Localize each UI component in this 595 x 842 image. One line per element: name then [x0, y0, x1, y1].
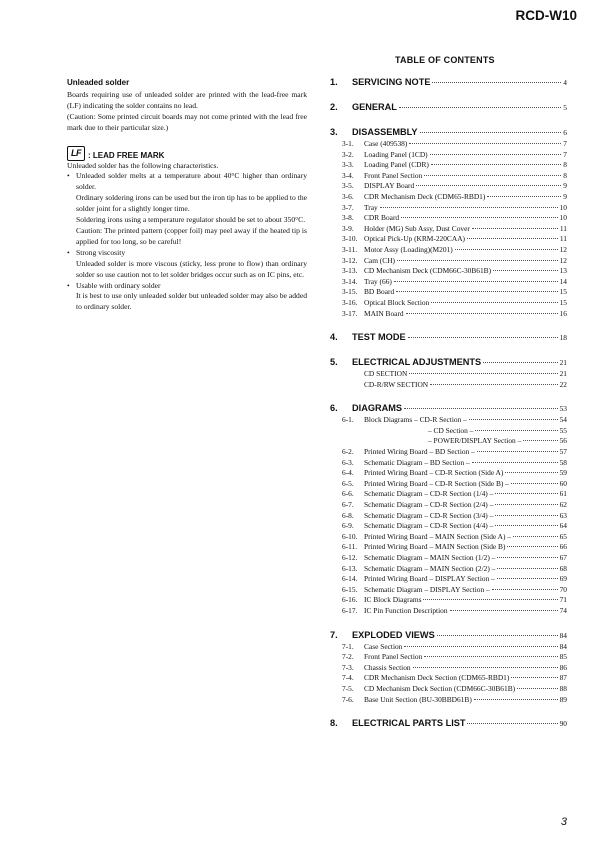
dot-leader	[404, 646, 557, 647]
toc-item-label: – CD Section –	[428, 425, 474, 435]
toc-item-label: Front Panel Section	[364, 170, 423, 180]
dot-leader	[495, 515, 557, 516]
toc-page-number: 12	[559, 255, 567, 265]
toc-item[interactable]	[330, 436, 567, 447]
dot-leader	[523, 440, 557, 441]
toc-item-label: CDR Mechanism Deck (CDM65-RBD1)	[364, 191, 486, 201]
toc-item-number: 6-7.	[342, 500, 354, 510]
dot-leader	[430, 384, 557, 385]
toc-page-number: 15	[559, 297, 567, 307]
toc-item-number: 3-8.	[342, 213, 354, 223]
dot-leader	[430, 154, 562, 155]
toc-page-number: 8	[563, 170, 567, 180]
toc-item-number: 7-2.	[342, 652, 354, 662]
dot-leader	[399, 107, 561, 108]
toc-item-label: Case (409538)	[364, 139, 408, 148]
toc-item[interactable]	[330, 574, 567, 585]
toc-item-label: Schematic Diagram – MAIN Section (2/2) –	[364, 563, 496, 573]
toc-item-label: Front Panel Section	[364, 652, 423, 662]
toc-page-number: 65	[559, 531, 567, 541]
toc-item-label: IC Block Diagrams	[364, 595, 422, 605]
toc-item-label: Printed Wiring Board – BD Section –	[364, 447, 475, 457]
toc-item-label: Schematic Diagram – MAIN Section (1/2) –	[364, 553, 496, 562]
toc-page-number: 66	[559, 542, 567, 552]
dot-leader	[450, 610, 558, 611]
toc-item-label: Printed Wiring Board – MAIN Section (Side A) –	[364, 531, 511, 541]
toc-item[interactable]	[330, 652, 567, 663]
toc-item-label: Loading Panel (CDR)	[364, 160, 429, 170]
toc-item-number: 3-9.	[342, 223, 354, 233]
toc-item[interactable]	[330, 415, 567, 426]
toc-item-number: 6-17.	[342, 605, 358, 615]
toc-item-number: 6-4.	[342, 468, 354, 478]
dot-leader	[472, 462, 558, 463]
toc-item-label: Block Diagrams – CD-R Section –	[364, 415, 467, 425]
toc-section-row[interactable]	[330, 101, 567, 114]
toc-item-number: 3-12.	[342, 255, 358, 265]
dot-leader	[467, 238, 558, 239]
bullet-detail: Unleaded solder is more viscous (sticky, less prone to flow) than ordinary solder so use caution not to let solder bridges occur such as on IC pins, etc.	[76, 258, 307, 279]
toc-section-title: ELECTRICAL ADJUSTMENTS	[352, 357, 482, 368]
toc-item[interactable]	[330, 277, 567, 288]
toc-page-number: 57	[559, 447, 567, 457]
toc-section-general	[330, 101, 567, 114]
toc-page-number: 89	[559, 694, 567, 704]
dot-leader	[404, 408, 558, 409]
dot-leader	[432, 82, 561, 83]
dot-leader	[431, 164, 561, 165]
toc-item-number: 6-9.	[342, 521, 354, 531]
toc-item[interactable]	[330, 521, 567, 532]
toc-item[interactable]	[330, 181, 567, 192]
toc-page-number: 15	[559, 287, 567, 297]
toc-section-title: ELECTRICAL PARTS LIST	[352, 718, 466, 729]
list-item	[67, 171, 307, 193]
toc-item-number: 3-17.	[342, 308, 358, 318]
toc-page-number: 70	[559, 584, 567, 594]
toc-section-number: 8.	[330, 718, 338, 729]
bullet-marker: •	[67, 247, 70, 257]
lead-free-intro: Unleaded solder has the following characteristics.	[67, 160, 219, 170]
toc-item-label: Holder (MG) Sub Assy, Dust Cover	[364, 223, 470, 233]
toc-item-label: CDR Board	[364, 213, 400, 223]
toc-item-label: Chassis Section	[364, 662, 411, 672]
toc-item-label: Schematic Diagram – BD Section –	[364, 457, 470, 467]
toc-page-number: 11	[559, 223, 567, 233]
dot-leader	[495, 504, 557, 505]
dot-leader	[511, 483, 558, 484]
toc-item-number: 3-14.	[342, 276, 358, 286]
bullet-text: Usable with ordinary solder	[76, 280, 161, 290]
bullet-detail: Soldering irons using a temperature regulator should be set to about 350°C.	[76, 215, 306, 225]
toc-item[interactable]	[330, 479, 567, 490]
toc-item[interactable]	[330, 447, 567, 458]
toc-section-row[interactable]	[330, 76, 567, 89]
toc-item-label: CDR Mechanism Deck Section (CDM65-RBD1)	[364, 673, 510, 683]
toc-item-label: Tray (66)	[364, 276, 392, 286]
toc-subsection-list	[330, 139, 567, 319]
toc-item-label: IC Pin Function Description	[364, 605, 448, 615]
dot-leader	[401, 217, 558, 218]
toc-page-number: 62	[559, 500, 567, 510]
toc-page-number: 21	[559, 358, 567, 368]
toc-page-number: 71	[559, 595, 567, 605]
dot-leader	[397, 260, 558, 261]
toc-item[interactable]	[330, 256, 567, 267]
toc-section-title: SERVICING NOTE	[352, 77, 431, 87]
toc-item-number: 6-1.	[342, 415, 354, 425]
toc-item-label: BD Board	[364, 287, 395, 297]
toc-page-number: 64	[559, 521, 567, 531]
toc-section-electrical-adjustments	[330, 356, 567, 390]
dot-leader	[483, 362, 557, 363]
toc-item[interactable]	[330, 224, 567, 235]
toc-item-label: CD-R/RW SECTION	[364, 379, 429, 389]
dot-leader	[474, 699, 558, 700]
toc-section-row[interactable]	[330, 331, 567, 344]
toc-page-number: 6	[563, 128, 567, 137]
toc-page-number: 87	[559, 673, 567, 683]
toc-section-number: 6.	[330, 403, 338, 414]
bullet-marker: •	[67, 171, 70, 181]
toc-item-label: MAIN Board	[364, 308, 404, 318]
toc-section-number: 7.	[330, 629, 338, 640]
toc-item-number: 6-11.	[342, 542, 358, 552]
toc-page-number: 60	[559, 478, 567, 488]
toc-page-number: 21	[559, 369, 567, 379]
toc-item-number: 6-8.	[342, 510, 354, 520]
dot-leader	[505, 472, 557, 473]
toc-item-label: Cam (CH)	[364, 255, 395, 265]
toc-section-title: EXPLODED VIEWS	[352, 629, 435, 640]
toc-item-label: Schematic Diagram – CD-R Section (2/4) –	[364, 500, 494, 510]
dot-leader	[424, 175, 561, 176]
toc-page-number: 13	[559, 266, 567, 276]
toc-page-number: 9	[563, 191, 567, 201]
toc-item-label: Schematic Diagram – CD-R Section (1/4) –	[364, 489, 494, 499]
toc-section-row[interactable]	[330, 356, 567, 369]
toc-item[interactable]	[330, 532, 567, 543]
dot-leader	[431, 302, 557, 303]
toc-item[interactable]	[330, 553, 567, 564]
dot-leader	[507, 546, 557, 547]
dot-leader	[416, 185, 561, 186]
dot-leader	[475, 430, 557, 431]
bullet-text: Strong viscosity	[76, 247, 126, 257]
unleaded-solder-paragraph: Boards requiring use of unleaded solder are printed with the lead-free mark (LF) indicating the solder contains no lead.	[67, 89, 307, 110]
toc-item[interactable]	[330, 585, 567, 596]
toc-item[interactable]	[330, 511, 567, 522]
toc-page-number: 56	[559, 436, 567, 446]
toc-item[interactable]	[330, 245, 567, 256]
toc-item-label: Schematic Diagram – CD-R Section (3/4) –	[364, 510, 494, 520]
toc-section-title: DIAGRAMS	[352, 403, 403, 414]
toc-item-number: 7-4.	[342, 673, 354, 683]
toc-page-number: 69	[559, 574, 567, 584]
toc-item-label: Printed Wiring Board – CD-R Section (Side A)	[364, 468, 504, 478]
toc-page-number: 10	[559, 213, 567, 223]
toc-item-number: 6-16.	[342, 595, 358, 605]
toc-section-test-mode	[330, 331, 567, 344]
toc-page-number: 14	[559, 276, 567, 286]
list-item	[67, 281, 307, 292]
toc-item-number: 3-15.	[342, 287, 358, 297]
toc-item[interactable]	[330, 203, 567, 214]
toc-item[interactable]	[330, 489, 567, 500]
toc-item[interactable]	[330, 139, 567, 150]
toc-item-number: 3-7.	[342, 202, 354, 212]
toc-item-number: 3-6.	[342, 191, 354, 201]
toc-page-number: 7	[563, 149, 567, 159]
dot-leader	[495, 525, 557, 526]
document-model-header: RCD-W10	[515, 8, 577, 23]
dot-leader	[493, 270, 558, 271]
dot-leader	[495, 493, 557, 494]
dot-leader	[413, 667, 558, 668]
toc-page-number: 61	[559, 489, 567, 499]
toc-page-number: 7	[563, 139, 567, 148]
toc-page-number: 16	[559, 308, 567, 318]
toc-page-number: 11	[559, 234, 567, 244]
toc-section-number: 5.	[330, 357, 338, 368]
toc-page-number: 9	[563, 181, 567, 191]
table-of-contents	[330, 76, 567, 742]
toc-item[interactable]	[330, 663, 567, 674]
bullet-detail: Caution: The printed pattern (copper foil) may peel away if the heated tip is applied for too long, so be careful!	[76, 225, 307, 246]
toc-continuation-list	[330, 426, 567, 447]
toc-item[interactable]	[330, 500, 567, 511]
toc-item-label: Optical Pick-Up (KRM-220CAA)	[364, 234, 465, 244]
toc-item-label: DISPLAY Board	[364, 181, 415, 191]
toc-item-label: CD SECTION	[364, 369, 408, 379]
toc-page-number: 8	[563, 160, 567, 170]
toc-subsection-list	[330, 447, 567, 617]
toc-item-number: 6-14.	[342, 574, 358, 584]
toc-item[interactable]	[330, 458, 567, 469]
dot-leader	[437, 635, 558, 636]
lead-free-mark-icon: LF	[67, 146, 85, 161]
dot-leader	[511, 677, 557, 678]
toc-item-number: 3-5.	[342, 181, 354, 191]
toc-item-number: 7-1.	[342, 641, 354, 651]
toc-item[interactable]	[330, 642, 567, 653]
dot-leader	[513, 536, 558, 537]
toc-page-number: 22	[559, 379, 567, 389]
toc-item-label: – POWER/DISPLAY Section –	[428, 436, 522, 446]
lead-free-notes	[67, 78, 307, 313]
toc-page-number: 18	[559, 333, 567, 343]
toc-item-label: Optical Block Section	[364, 297, 430, 307]
page-number: 3	[560, 816, 567, 828]
toc-item[interactable]	[330, 309, 567, 320]
toc-item-number: 6-10.	[342, 531, 358, 541]
dot-leader	[497, 578, 558, 579]
toc-item[interactable]	[330, 192, 567, 203]
toc-item[interactable]	[330, 213, 567, 224]
bullet-detail: It is best to use only unleaded solder but unleaded solder may also be added to ordinary solder.	[76, 291, 307, 312]
toc-item[interactable]	[330, 695, 567, 706]
toc-item[interactable]	[330, 287, 567, 298]
toc-item-label: CD Mechanism Deck Section (CDM66C-30B61B)	[364, 683, 516, 693]
toc-page-number: 86	[559, 662, 567, 672]
toc-item-number: 3-11.	[342, 244, 358, 254]
bullet-text: Unleaded solder melts at a temperature about 40°C higher than ordinary solder.	[76, 171, 307, 192]
toc-item-number: 6-5.	[342, 478, 354, 488]
toc-section-row[interactable]	[330, 717, 567, 730]
toc-page-number: 68	[559, 563, 567, 573]
toc-item[interactable]	[330, 684, 567, 695]
dot-leader	[409, 373, 557, 374]
toc-item-label: Case Section	[364, 641, 403, 651]
toc-subsection-list	[330, 369, 567, 390]
dot-leader	[424, 656, 557, 657]
toc-item-number: 3-2.	[342, 149, 354, 159]
toc-item-label: Base Unit Section (BU-30BBD61B)	[364, 694, 472, 704]
toc-page-number: 58	[559, 457, 567, 467]
toc-item-number: 3-1.	[342, 139, 354, 148]
dot-leader	[517, 688, 558, 689]
toc-item-number: 3-10.	[342, 234, 358, 244]
toc-page-number: 59	[559, 468, 567, 478]
toc-item-label: Printed Wiring Board – DISPLAY Section –	[364, 574, 495, 584]
toc-page-number: 10	[559, 202, 567, 212]
toc-item-number: 3-16.	[342, 297, 358, 307]
dot-leader	[492, 589, 558, 590]
toc-page-number: 63	[559, 510, 567, 520]
toc-item[interactable]	[330, 369, 567, 380]
toc-item[interactable]	[330, 542, 567, 553]
toc-item-label: CD Mechanism Deck (CDM66C-30B61B)	[364, 266, 492, 276]
toc-section-number: 4.	[330, 332, 338, 343]
toc-section-number: 3.	[330, 127, 338, 137]
toc-page-number: 12	[559, 244, 567, 254]
toc-item-number: 7-3.	[342, 662, 354, 672]
lead-free-mark-row	[67, 146, 307, 161]
dot-leader	[469, 419, 558, 420]
dot-leader	[409, 143, 561, 144]
toc-item[interactable]	[330, 380, 567, 391]
toc-section-servicing-note	[330, 76, 567, 89]
toc-item[interactable]	[330, 234, 567, 245]
toc-item-label: Printed Wiring Board – MAIN Section (Side B)	[364, 542, 506, 552]
toc-section-number: 1.	[330, 77, 338, 87]
toc-page-number: 85	[559, 652, 567, 662]
toc-page-number: 4	[563, 78, 567, 87]
toc-item[interactable]	[330, 468, 567, 479]
toc-item-label: Motor Assy (Loading)(M201)	[364, 244, 453, 254]
dot-leader	[420, 132, 562, 133]
toc-page-number: 84	[559, 641, 567, 651]
toc-section-row[interactable]	[330, 629, 567, 642]
toc-item[interactable]	[330, 426, 567, 437]
toc-page-number: 55	[559, 425, 567, 435]
toc-item[interactable]	[330, 298, 567, 309]
toc-item-label: Printed Wiring Board – CD-R Section (Side B) –	[364, 478, 509, 488]
toc-page-number: 84	[559, 630, 567, 640]
bullet-marker: •	[67, 280, 70, 290]
toc-item-number: 6-12.	[342, 553, 358, 562]
toc-section-diagrams	[330, 402, 567, 616]
unleaded-solder-heading: Unleaded solder	[67, 78, 130, 87]
toc-item-number: 6-3.	[342, 457, 354, 467]
dot-leader	[477, 451, 558, 452]
toc-section-row[interactable]	[330, 402, 567, 415]
toc-subsection-list	[330, 642, 567, 706]
toc-item-number: 6-15.	[342, 584, 358, 594]
dot-leader	[394, 281, 558, 282]
toc-item-number: 3-3.	[342, 160, 354, 170]
toc-item-number: 3-4.	[342, 170, 354, 180]
toc-section-disassembly	[330, 126, 567, 319]
dot-leader	[497, 557, 557, 558]
toc-item-number: 6-2.	[342, 447, 354, 457]
toc-item[interactable]	[330, 595, 567, 606]
toc-page-number: 74	[559, 605, 567, 615]
toc-page-number: 54	[559, 415, 567, 425]
toc-section-title: GENERAL	[352, 102, 397, 112]
toc-page-number: 5	[563, 103, 567, 112]
list-item	[67, 248, 307, 259]
toc-section-number: 2.	[330, 102, 338, 112]
toc-item-number: 7-5.	[342, 683, 354, 693]
toc-item-label: Schematic Diagram – CD-R Section (4/4) –	[364, 521, 494, 531]
unleaded-solder-caution: (Caution: Some printed circuit boards may not come printed with the lead free mark due to their particular size.)	[67, 111, 307, 132]
toc-item[interactable]	[330, 266, 567, 277]
dot-leader	[408, 337, 558, 338]
toc-item[interactable]	[330, 606, 567, 617]
bullet-detail: Ordinary soldering irons can be used but the iron tip has to be applied to the solder joint for a slightly longer time.	[76, 193, 307, 214]
toc-page-number: 90	[559, 719, 567, 729]
toc-section-row[interactable]	[330, 126, 567, 139]
toc-item-number: 6-13.	[342, 563, 358, 573]
toc-item[interactable]	[330, 150, 567, 161]
toc-item-number: 3-13.	[342, 266, 358, 276]
toc-item-label: Loading Panel (1CD)	[364, 149, 428, 159]
toc-item[interactable]	[330, 673, 567, 684]
toc-page-number: 53	[559, 404, 567, 414]
lead-free-mark-label: : LEAD FREE MARK	[88, 150, 165, 160]
toc-section-exploded-views	[330, 629, 567, 706]
toc-item-number: 7-6.	[342, 694, 354, 704]
dot-leader	[455, 249, 558, 250]
toc-item-number: 6-6.	[342, 489, 354, 499]
dot-leader	[467, 723, 557, 724]
toc-section-title: DISASSEMBLY	[352, 127, 418, 137]
dot-leader	[487, 196, 561, 197]
toc-section-title: TEST MODE	[352, 332, 406, 343]
dot-leader	[380, 207, 558, 208]
toc-item[interactable]	[330, 171, 567, 182]
toc-item-label: Schematic Diagram – DISPLAY Section –	[364, 584, 490, 594]
dot-leader	[423, 599, 557, 600]
dot-leader	[497, 568, 557, 569]
toc-page-number: 67	[559, 553, 567, 562]
toc-page-number: 88	[559, 683, 567, 693]
table-of-contents-title: TABLE OF CONTENTS	[395, 55, 495, 65]
dot-leader	[396, 291, 557, 292]
dot-leader	[472, 228, 558, 229]
toc-item[interactable]	[330, 160, 567, 171]
toc-item[interactable]	[330, 564, 567, 575]
toc-section-electrical-parts-list	[330, 717, 567, 730]
dot-leader	[406, 313, 558, 314]
toc-item-label: Tray	[364, 202, 378, 212]
